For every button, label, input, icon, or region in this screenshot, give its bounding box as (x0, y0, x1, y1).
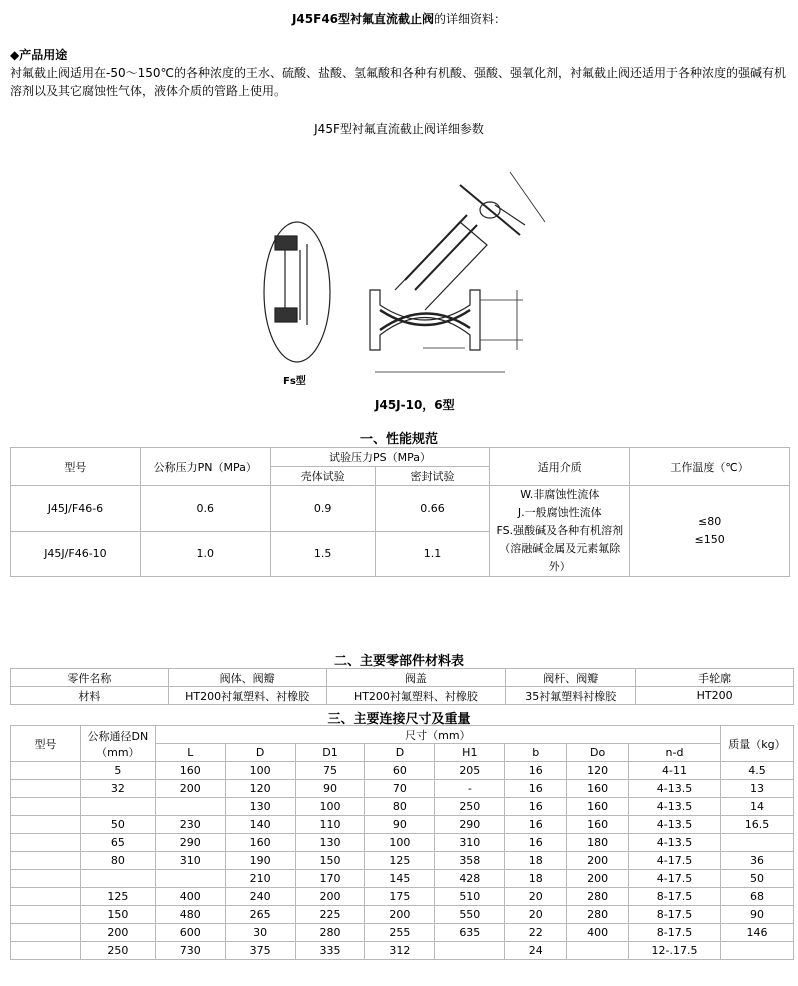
dimensions-body (11, 762, 794, 960)
params-title: J45F型衬氟直流截止阀详细参数 (314, 122, 484, 136)
table-cell: 205 (435, 762, 505, 780)
th-temp: 工作温度（℃） (630, 448, 790, 486)
dimensions-table (10, 725, 794, 960)
medium-line: 外） (548, 560, 571, 573)
cell-shell: 1.5 (270, 531, 375, 577)
th-col: H1 (435, 744, 505, 762)
table-cell: 4-13.5 (629, 798, 721, 816)
table-cell: 140 (225, 816, 295, 834)
table-cell: 24 (505, 942, 567, 960)
th-dn (80, 726, 155, 762)
table-cell: 30 (225, 924, 295, 942)
table-cell: 12-.17.5 (629, 942, 721, 960)
cell-pn: 0.6 (140, 486, 270, 532)
table-cell: 20 (505, 888, 567, 906)
table-cell: 146 (720, 924, 793, 942)
table-cell: 250 (435, 798, 505, 816)
table-cell: 280 (295, 924, 365, 942)
cell-model (11, 834, 81, 852)
table-cell: 8-17.5 (629, 906, 721, 924)
mat-cell: HT200衬氟塑料、衬橡胶 (168, 687, 326, 705)
table-cell: 150 (80, 906, 155, 924)
mat-cell: HT200 (636, 687, 794, 705)
table-cell (155, 870, 225, 888)
table-cell: 110 (295, 816, 365, 834)
table-cell: 16 (505, 798, 567, 816)
th-col: D (365, 744, 435, 762)
table-cell: 510 (435, 888, 505, 906)
table-cell: 160 (225, 834, 295, 852)
cell-temp (630, 486, 790, 577)
medium-line: FS.强酸碱及各种有机溶剂 (496, 524, 624, 537)
section3-title: 三、主要连接尺寸及重量 (327, 712, 471, 727)
table-row (11, 906, 794, 924)
medium-line: （溶融碱金属及元素氟除 (499, 542, 621, 555)
th-col: Do (567, 744, 629, 762)
table-cell: 65 (80, 834, 155, 852)
table-cell: 18 (505, 852, 567, 870)
table-cell (155, 798, 225, 816)
table-cell: 240 (225, 888, 295, 906)
table-row (11, 798, 794, 816)
table-cell (720, 834, 793, 852)
cell-medium (490, 486, 630, 577)
th-pn: 公称压力PN（MPa） (140, 448, 270, 486)
table-cell: 358 (435, 852, 505, 870)
table-cell: 13 (720, 780, 793, 798)
table-cell: 4-11 (629, 762, 721, 780)
table-cell: 60 (365, 762, 435, 780)
table-cell: 80 (80, 852, 155, 870)
table-cell: 400 (567, 924, 629, 942)
table-cell: 290 (155, 834, 225, 852)
table-row (11, 834, 794, 852)
table-cell: 210 (225, 870, 295, 888)
table-cell: 32 (80, 780, 155, 798)
usage-heading: ◆产品用途 (10, 48, 68, 62)
table-cell: 635 (435, 924, 505, 942)
table-cell: 16 (505, 762, 567, 780)
cell-model (11, 942, 81, 960)
table-cell: 125 (365, 852, 435, 870)
medium-line: J.一般腐蚀性流体 (517, 506, 602, 519)
table-cell: 180 (567, 834, 629, 852)
th-ps: 试验压力PS（MPa） (270, 448, 490, 467)
table-cell: 312 (365, 942, 435, 960)
th-model: 型号 (11, 726, 81, 762)
table-cell: 18 (505, 870, 567, 888)
temp-line: ≤150 (694, 533, 725, 546)
table-cell: 68 (720, 888, 793, 906)
table-cell: 730 (155, 942, 225, 960)
table-cell: 50 (80, 816, 155, 834)
section2-title: 二、主要零部件材料表 (333, 654, 464, 669)
table-cell: 310 (155, 852, 225, 870)
table-cell: 16 (505, 816, 567, 834)
table-cell: 4-13.5 (629, 780, 721, 798)
th-col: b (505, 744, 567, 762)
table-cell: 200 (155, 780, 225, 798)
table-cell: 100 (365, 834, 435, 852)
table-cell (567, 942, 629, 960)
table-cell: 100 (225, 762, 295, 780)
table-cell: 225 (295, 906, 365, 924)
table-cell: 175 (365, 888, 435, 906)
table-cell: 70 (365, 780, 435, 798)
th-medium: 适用介质 (490, 448, 630, 486)
table-cell: 8-17.5 (629, 888, 721, 906)
mat-cell: 手轮廓 (636, 669, 794, 687)
cell-model (11, 762, 81, 780)
cell-model (11, 798, 81, 816)
cell-model (11, 888, 81, 906)
table-cell: 16 (505, 780, 567, 798)
table-cell (80, 870, 155, 888)
cell-model (11, 852, 81, 870)
mat-cell: 阀杆、阀瓣 (506, 669, 636, 687)
table-cell: 200 (295, 888, 365, 906)
th-seal: 密封试验 (375, 467, 490, 486)
table-cell: 310 (435, 834, 505, 852)
title-product: J45F46型衬氟直流截止阀 (291, 12, 435, 26)
th-model: 型号 (11, 448, 141, 486)
table-cell: 200 (365, 906, 435, 924)
th-mass: 质量（kg） (720, 726, 793, 762)
usage-text: 衬氟截止阀适用在-50～150℃的各种浓度的王水、硫酸、盐酸、氢氟酸和各种有机酸、强酸、强氧化剂，衬氟截止阀还适用于各种浓度的强碱有机溶剂以及其它腐蚀性气体，液体介质的管路上使用。 (10, 66, 786, 98)
mat-cell: 阀体、阀瓣 (168, 669, 326, 687)
table-cell: 90 (365, 816, 435, 834)
table-cell: 265 (225, 906, 295, 924)
table-cell: 145 (365, 870, 435, 888)
table-cell: 200 (567, 852, 629, 870)
medium-line: W.非腐蚀性流体 (520, 488, 600, 501)
performance-table (10, 447, 790, 577)
table-cell: 14 (720, 798, 793, 816)
table-cell: 4-17.5 (629, 852, 721, 870)
table-cell: 200 (567, 870, 629, 888)
table-cell: 400 (155, 888, 225, 906)
table-cell (80, 798, 155, 816)
mat-cell: 阀盖 (326, 669, 506, 687)
inset-caption: Fs型 (283, 376, 306, 387)
table-cell: 100 (295, 798, 365, 816)
title-suffix: 的详细资料： (434, 12, 507, 26)
cell-model: J45J/F46-6 (11, 486, 141, 532)
table-row (11, 888, 794, 906)
table-cell (720, 942, 793, 960)
table-cell: 550 (435, 906, 505, 924)
table-cell: 130 (225, 798, 295, 816)
table-cell: 230 (155, 816, 225, 834)
cell-model (11, 816, 81, 834)
table-cell: 160 (155, 762, 225, 780)
table-cell: 120 (225, 780, 295, 798)
table-cell: 8-17.5 (629, 924, 721, 942)
table-row (11, 816, 794, 834)
table-cell: 290 (435, 816, 505, 834)
th-shell: 壳体试验 (270, 467, 375, 486)
table-cell: 125 (80, 888, 155, 906)
table-row (11, 780, 794, 798)
table-cell: 600 (155, 924, 225, 942)
table-cell: 120 (567, 762, 629, 780)
table-cell: 4-13.5 (629, 816, 721, 834)
table-cell: 4.5 (720, 762, 793, 780)
table-cell: 20 (505, 906, 567, 924)
mat-cell: 35衬氟塑料衬橡胶 (506, 687, 636, 705)
table-cell: 80 (365, 798, 435, 816)
th-dn-unit: （mm） (96, 745, 140, 759)
table-cell: 160 (567, 798, 629, 816)
cell-model (11, 924, 81, 942)
table-cell: 90 (295, 780, 365, 798)
temp-line: ≤80 (697, 515, 722, 528)
table-cell: 5 (80, 762, 155, 780)
table-row (11, 870, 794, 888)
th-col: n-d (629, 744, 721, 762)
table-cell: 160 (567, 780, 629, 798)
cell-shell: 0.9 (270, 486, 375, 532)
table-cell: 16 (505, 834, 567, 852)
table-cell: 36 (720, 852, 793, 870)
table-row (11, 762, 794, 780)
cell-seal: 0.66 (375, 486, 490, 532)
table-cell: 200 (80, 924, 155, 942)
table-cell: 160 (567, 816, 629, 834)
th-col: D1 (295, 744, 365, 762)
table-row (11, 852, 794, 870)
table-cell: 150 (295, 852, 365, 870)
table-cell: 4-17.5 (629, 870, 721, 888)
table-cell: 130 (295, 834, 365, 852)
th-size: 尺寸（mm） (155, 726, 720, 744)
table-cell: 335 (295, 942, 365, 960)
table-cell: 280 (567, 906, 629, 924)
table-cell: 375 (225, 942, 295, 960)
cell-model: J45J/F46-10 (11, 531, 141, 577)
table-cell: 4-13.5 (629, 834, 721, 852)
table-cell: 480 (155, 906, 225, 924)
table-cell: 428 (435, 870, 505, 888)
table-cell: 75 (295, 762, 365, 780)
section1-title: 一、性能规范 (359, 432, 438, 447)
mat-cell: HT200衬氟塑料、衬橡胶 (326, 687, 506, 705)
cell-seal: 1.1 (375, 531, 490, 577)
mat-cell: 零件名称 (11, 669, 169, 687)
table-cell: 50 (720, 870, 793, 888)
table-cell: 255 (365, 924, 435, 942)
table-cell: 90 (720, 906, 793, 924)
th-dn-label: 公称通径DN (87, 729, 149, 743)
page-title (0, 10, 798, 27)
table-cell (435, 942, 505, 960)
table-cell: 190 (225, 852, 295, 870)
table-cell: 170 (295, 870, 365, 888)
th-col: D (225, 744, 295, 762)
table-row (11, 924, 794, 942)
table-cell: - (435, 780, 505, 798)
cell-model (11, 870, 81, 888)
table-cell: 22 (505, 924, 567, 942)
cell-pn: 1.0 (140, 531, 270, 577)
mat-cell: 材料 (11, 687, 169, 705)
cell-model (11, 780, 81, 798)
table-cell: 250 (80, 942, 155, 960)
th-col: L (155, 744, 225, 762)
table-cell: 280 (567, 888, 629, 906)
figure-caption: J45J-10，6型 (375, 398, 455, 412)
cell-model (11, 906, 81, 924)
table-row (11, 942, 794, 960)
table-cell: 16.5 (720, 816, 793, 834)
materials-table (10, 668, 794, 705)
